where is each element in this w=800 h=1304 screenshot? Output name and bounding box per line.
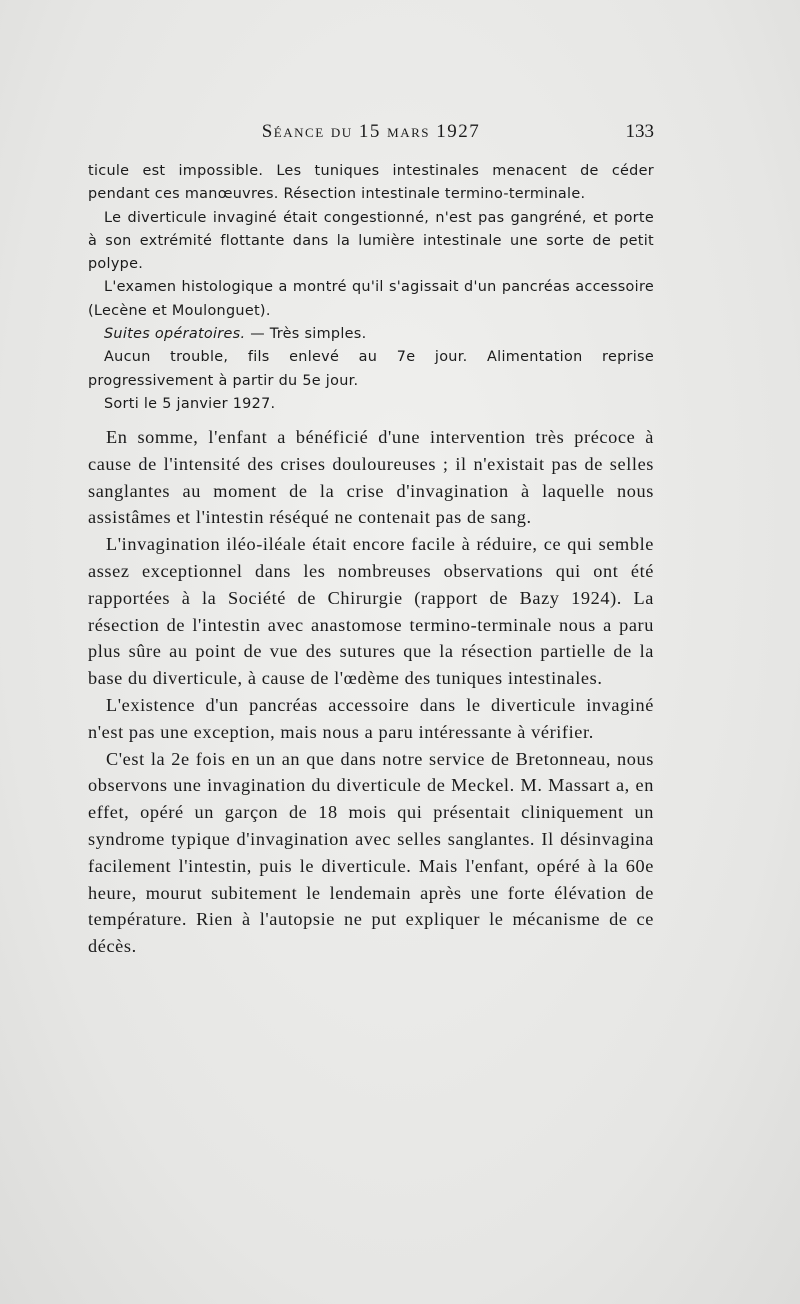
paragraph: L'examen histologique a montré qu'il s'agissait d'un pancréas accessoire (Lecène et Moulonguet). — [88, 279, 654, 319]
paragraph: Le diverticule invaginé était congestionné, n'est pas gangréné, et porte à son extrémité flottante dans la lumière intestinale une sorte de petit polype. — [88, 209, 654, 273]
page-number: 133 — [625, 121, 654, 142]
paragraph: ticule est impossible. Les tuniques intestinales menacent de céder pendant ces manœuvres. Résection intestinale termino-terminale. — [88, 163, 654, 203]
paragraph — [88, 323, 654, 346]
paragraph: Aucun trouble, fils enlevé au 7e jour. Alimentation reprise progressivement à partir du 5e jour. — [88, 349, 654, 389]
running-title: Séance du 15 mars 1927 — [261, 121, 481, 142]
case-report-small-print — [88, 160, 654, 416]
paragraph: L'invagination iléo-iléale était encore facile à réduire, ce qui semble assez exceptionnel dans les nombreuses observations qui ont été rapportées à la Société de Chirurgie (rapport de Bazy 1924). La résection de l'intestin avec anastomose termino-terminale nous a paru plus sûre au point de vue des sutures que la résection partielle de la base du diverticule, à cause de l'œdème des tuniques intestinales. — [88, 534, 654, 689]
section-label: Suites opératoires. — [104, 326, 246, 343]
paragraph: L'existence d'un pancréas accessoire dans le diverticule invaginé n'est pas une exception, mais nous a paru intéressante à vérifier. — [88, 694, 654, 742]
paragraph: Sorti le 5 janvier 1927. — [104, 395, 276, 412]
page-header — [88, 121, 654, 151]
section-text: — Très simples. — [245, 326, 367, 343]
paragraph: En somme, l'enfant a bénéficié d'une intervention très précoce à cause de l'intensité des crises douloureuses ; il n'existait pas de selles sanglantes au moment de la crise d'invagination à laquelle nous assistâmes et l'intestin réséqué ne contenait pas de sang. — [88, 427, 654, 528]
discussion-body — [88, 424, 654, 960]
paragraph: C'est la 2e fois en un an que dans notre service de Bretonneau, nous observons une invagination du diverticule de Meckel. M. Massart a, en effet, opéré un garçon de 18 mois qui présentait cliniquement un syndrome typique d'invagination avec selles sanglantes. Il désinvagina facilement l'intestin, puis le diverticule. Mais l'enfant, opéré à la 60e heure, mourut subitement le lendemain après une forte élévation de température. Rien à l'autopsie ne put expliquer le mécanisme de ce décès. — [88, 748, 654, 957]
